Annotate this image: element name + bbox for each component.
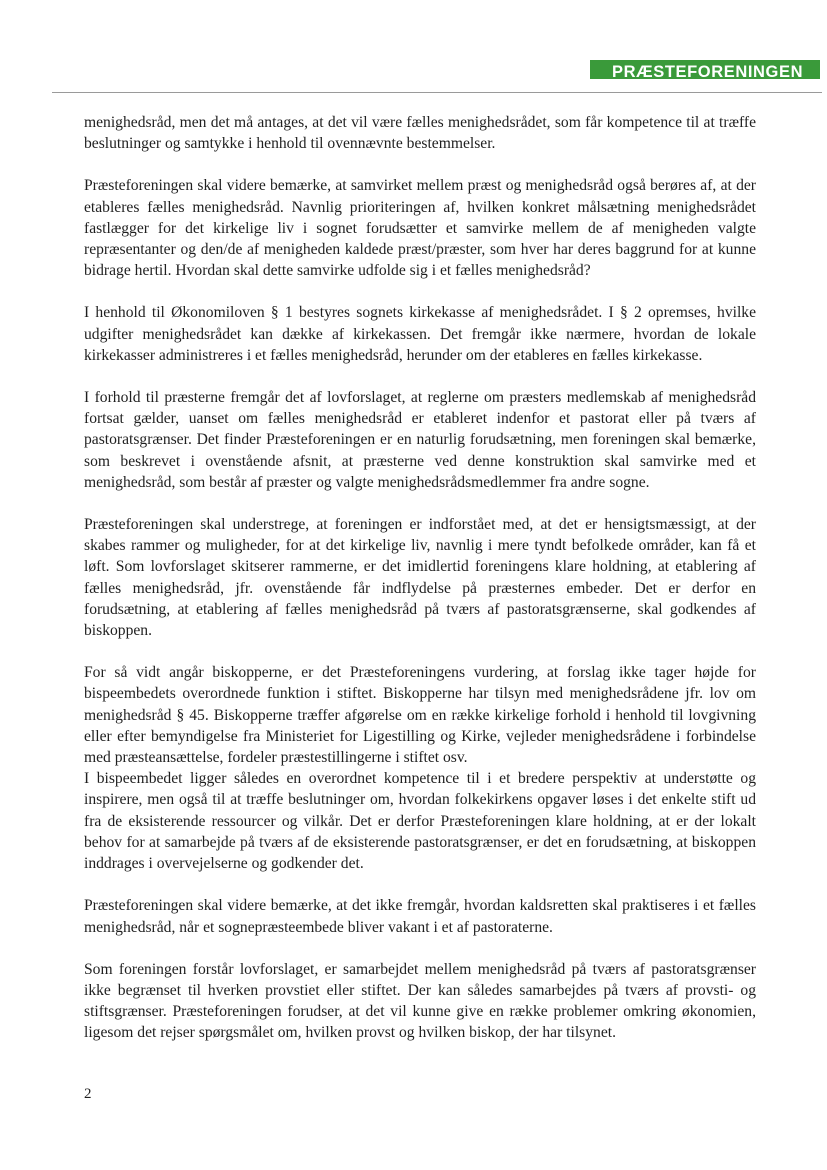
paragraph: I bispeembedet ligger således en overordnet kompetence til i et bredere perspektiv at understøtte og inspirere, men også til at træffe beslutninger om, hvordan folkekirkens opgaver løses i det enkelte stift ud fra de eksisterende ressourcer og vilkår. Det er derfor Præsteforeningen klare holdning, at er der lokalt behov for at samarbejde på tværs af de eksisterende pastoratsgrænser, er det en forudsætning, at biskoppen inddrages i overvejelserne og godkender det.: [84, 770, 756, 873]
paragraph: Præsteforeningen skal understrege, at foreningen er indforstået med, at det er hensigtsmæssigt, at der skabes rammer og muligheder, for at det kirkelige liv, navnlig i mere tyndt befolkede områder, kan få et løft. Som lovforslaget skitserer rammerne, er det imidlertid foreningens klare holdning, at etablering af fælles menighedsråd, jfr. ovenstående får indflydelse på præsternes embeder. Det er derfor en forudsætning, at etablering af fælles menighedsråd på tværs af pastoratsgrænserne, skal godkendes af biskoppen.: [84, 516, 756, 640]
paragraph: I henhold til Økonomiloven § 1 bestyres sognets kirkekasse af menighedsrådet. I § 2 opremses, hvilke udgifter menighedsrådet kan dække af kirkekassen. Det fremgår ikke nærmere, hvordan de lokale kirkekasser administreres i et fælles menighedsråd, herunder om der etableres en fælles kirkekasse.: [84, 304, 756, 364]
paragraph: Som foreningen forstår lovforslaget, er samarbejdet mellem menighedsråd på tværs af pastoratsgrænser ikke begrænset til hverken provstiet eller stiftet. Der kan således samarbejdes på tværs af provsti- og stiftsgrænser. Præsteforeningen forudser, at det vil kunne give en række problemer omkring økonomien, ligesom det rejser spørgsmålet om, hvilken provst og hvilken biskop, der har tilsynet.: [84, 960, 756, 1042]
paragraph: I forhold til præsterne fremgår det af lovforslaget, at reglerne om præsters medlemskab af menighedsråd fortsat gælder, uanset om fælles menighedsråd er etableret indenfor et pastorat eller på tværs af pastoratsgrænser. Det finder Præsteforeningen er en naturlig forudsætning, men foreningen skal bemærke, som beskrevet i ovenstående afsnit, at præsterne ved denne konstruktion skal samvirke med et menighedsråd, som består af præster og valgte menighedsrådsmedlemmer fra andre sogne.: [84, 389, 756, 491]
paragraph: For så vidt angår biskopperne, er det Præsteforeningens vurdering, at forslag ikke tager højde for bispeembedets overordnede funktion i stiftet. Biskopperne har tilsyn med menighedsrådene jfr. lov om menighedsråd § 45. Biskopperne træffer afgørelse om en række kirkelige forhold i henhold til lovgivning eller efter bemyndigelse fra Ministeriet for Ligestilling og Kirke, vejleder menighedsrådene i forbindelse med præsteansættelse, fordeler præstestillingerne i stiftet osv.: [84, 664, 756, 767]
organization-banner: [590, 60, 820, 79]
paragraph: Præsteforeningen skal videre bemærke, at det ikke fremgår, hvordan kaldsretten skal praktiseres i et fælles menighedsråd, når et sognepræsteembede bliver vakant i et af pastoraterne.: [84, 897, 756, 936]
paragraph: menighedsråd, men det må antages, at det vil være fælles menighedsrådet, som får kompetence til at træffe beslutninger og samtykke i henhold til ovennævnte bestemmelser.: [84, 114, 756, 153]
header-divider: [52, 92, 822, 93]
document-body: [84, 112, 756, 1065]
organization-name: PRÆSTEFORENINGEN: [612, 63, 804, 79]
page-number: 2: [84, 1086, 92, 1102]
paragraph: Præsteforeningen skal videre bemærke, at samvirket mellem præst og menighedsråd også berøres af, at der etableres fælles menighedsråd. Navnlig prioriteringen af, hvilken konkret målsætning menighedsrådet fastlægger for det kirkelige liv i sognet forudsætter et samvirke mellem de af menigheden valgte repræsentanter og den/de af menigheden kaldede præst/præster, som hver har deres baggrund for at kunne bidrage hertil. Hvordan skal dette samvirke udfolde sig i et fælles menighedsråd?: [84, 177, 756, 280]
